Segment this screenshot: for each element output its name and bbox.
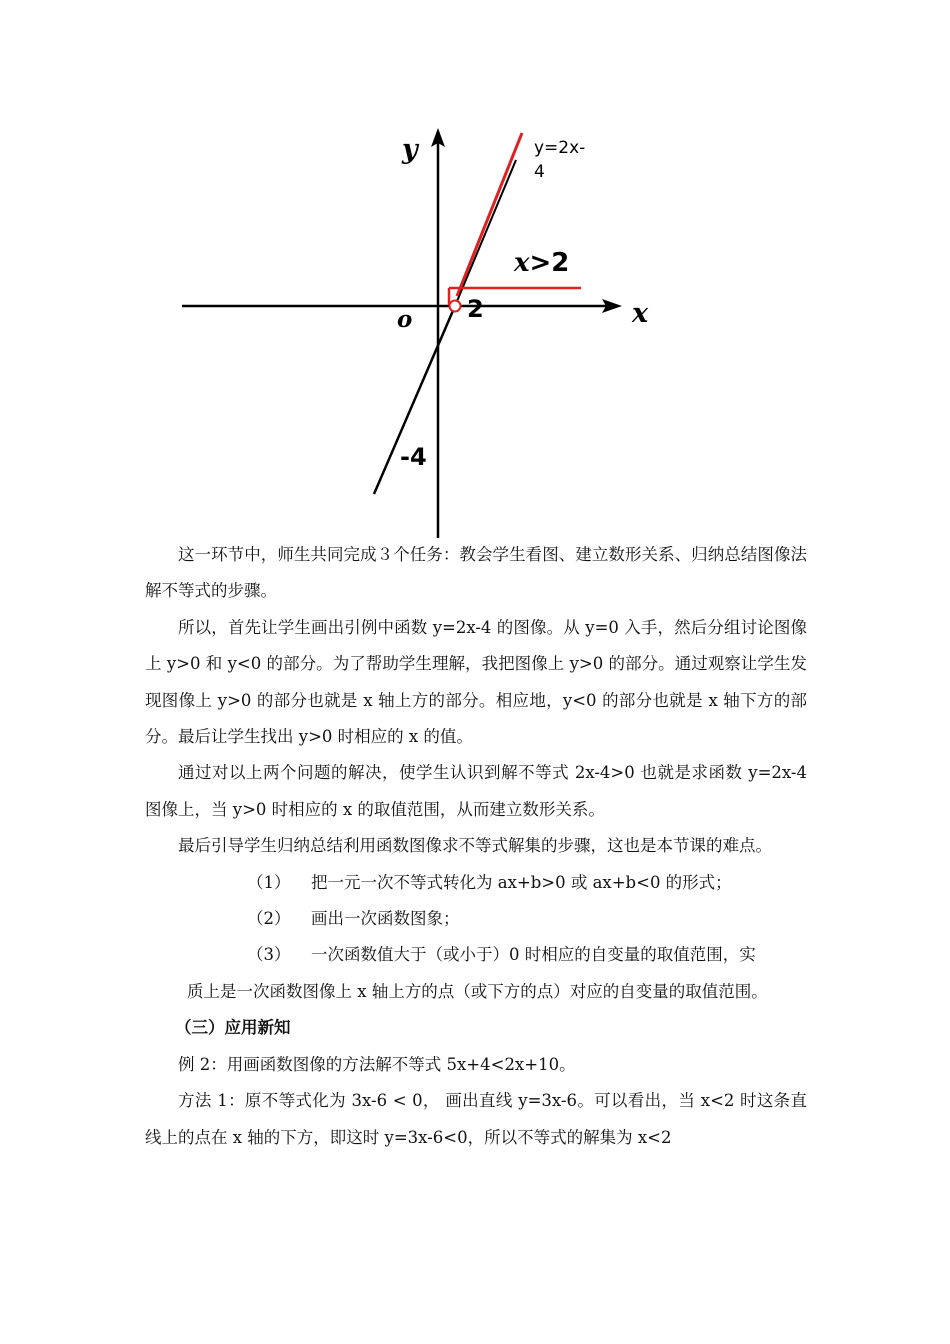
- y-intercept-label: -4: [400, 443, 427, 471]
- step-3: [145, 937, 807, 973]
- x-intercept-label: 2: [467, 295, 484, 323]
- example-2: 例 2：用画函数图像的方法解不等式 5x+4<2x+10。: [178, 1054, 576, 1074]
- region-label: [513, 248, 569, 278]
- body-text: [145, 537, 807, 1156]
- y-axis-label: y: [402, 134, 418, 165]
- function-graph-figure: [0, 0, 950, 545]
- line-equation-label: y=2x-: [534, 138, 586, 158]
- paragraph-relation: 通过对以上两个问题的解决，使学生认识到解不等式 2x-4>0 也就是求函数 y=2x-4 图像上，当 y>0 时相应的 x 的取值范围，从而建立数形关系。: [145, 763, 807, 819]
- method-1: 方法 1：原不等式化为 3x-6 < 0， 画出直线 y=3x-6。可以看出，当 x<2 时这条直线上的点在 x 轴的下方，即这时 y=3x-6<0，所以不等式的解集为 x<2: [145, 1091, 807, 1147]
- line-y-above-axis-black: [455, 160, 516, 306]
- step-1-text: 把一元一次不等式转化为 ax+b>0 或 ax+b<0 的形式；: [311, 872, 732, 892]
- paragraph-tasks: 这一环节中，师生共同完成３个任务：教会学生看图、建立数形关系、归纳总结图像法解不等式的步骤。: [145, 545, 807, 601]
- paragraph-graph-intro: 所以，首先让学生画出引例中函数 y=2x-4 的图像。从 y=0 入手，然后分组讨论图像上 y>0 和 y<0 的部分。为了帮助学生理解，我把图像上 y>0 的部分。通过观察让学生发现图像上 y>0 的部分也就是 x 轴上方的部分。相应地，y<0 的部分也就是 x 轴下方的部分。最后让学生找出 y>0 时相应的 x 的值。: [145, 617, 807, 747]
- line-y-above-axis-red: [457, 133, 522, 296]
- step-3-continued: 质上是一次函数图像上 x 轴上方的点（或下方的点）对应的自变量的取值范围。: [187, 981, 768, 1001]
- open-point-at-2: [450, 301, 461, 312]
- step-2: [145, 901, 807, 937]
- graph-svg: [0, 0, 950, 545]
- origin-label: o: [397, 306, 413, 333]
- step-2-number: （2）: [247, 909, 291, 929]
- region-label-inequality: >2: [529, 248, 570, 278]
- x-axis-label: x: [632, 298, 649, 329]
- step-1: [145, 865, 807, 901]
- paragraph-summary: 最后引导学生归纳总结利用函数图像求不等式解集的步骤，这也是本节课的难点。: [178, 836, 772, 856]
- region-label-variable: x: [514, 248, 530, 278]
- step-2-text: 画出一次函数图象；: [311, 909, 460, 929]
- step-1-number: （1）: [247, 872, 291, 892]
- step-3-number: （3）: [247, 945, 291, 965]
- step-3-text: 一次函数值大于（或小于）0 时相应的自变量的取值范围，实: [311, 945, 756, 965]
- line-equation-label-cont: 4: [534, 162, 545, 182]
- section-heading: （三）应用新知: [175, 1018, 291, 1038]
